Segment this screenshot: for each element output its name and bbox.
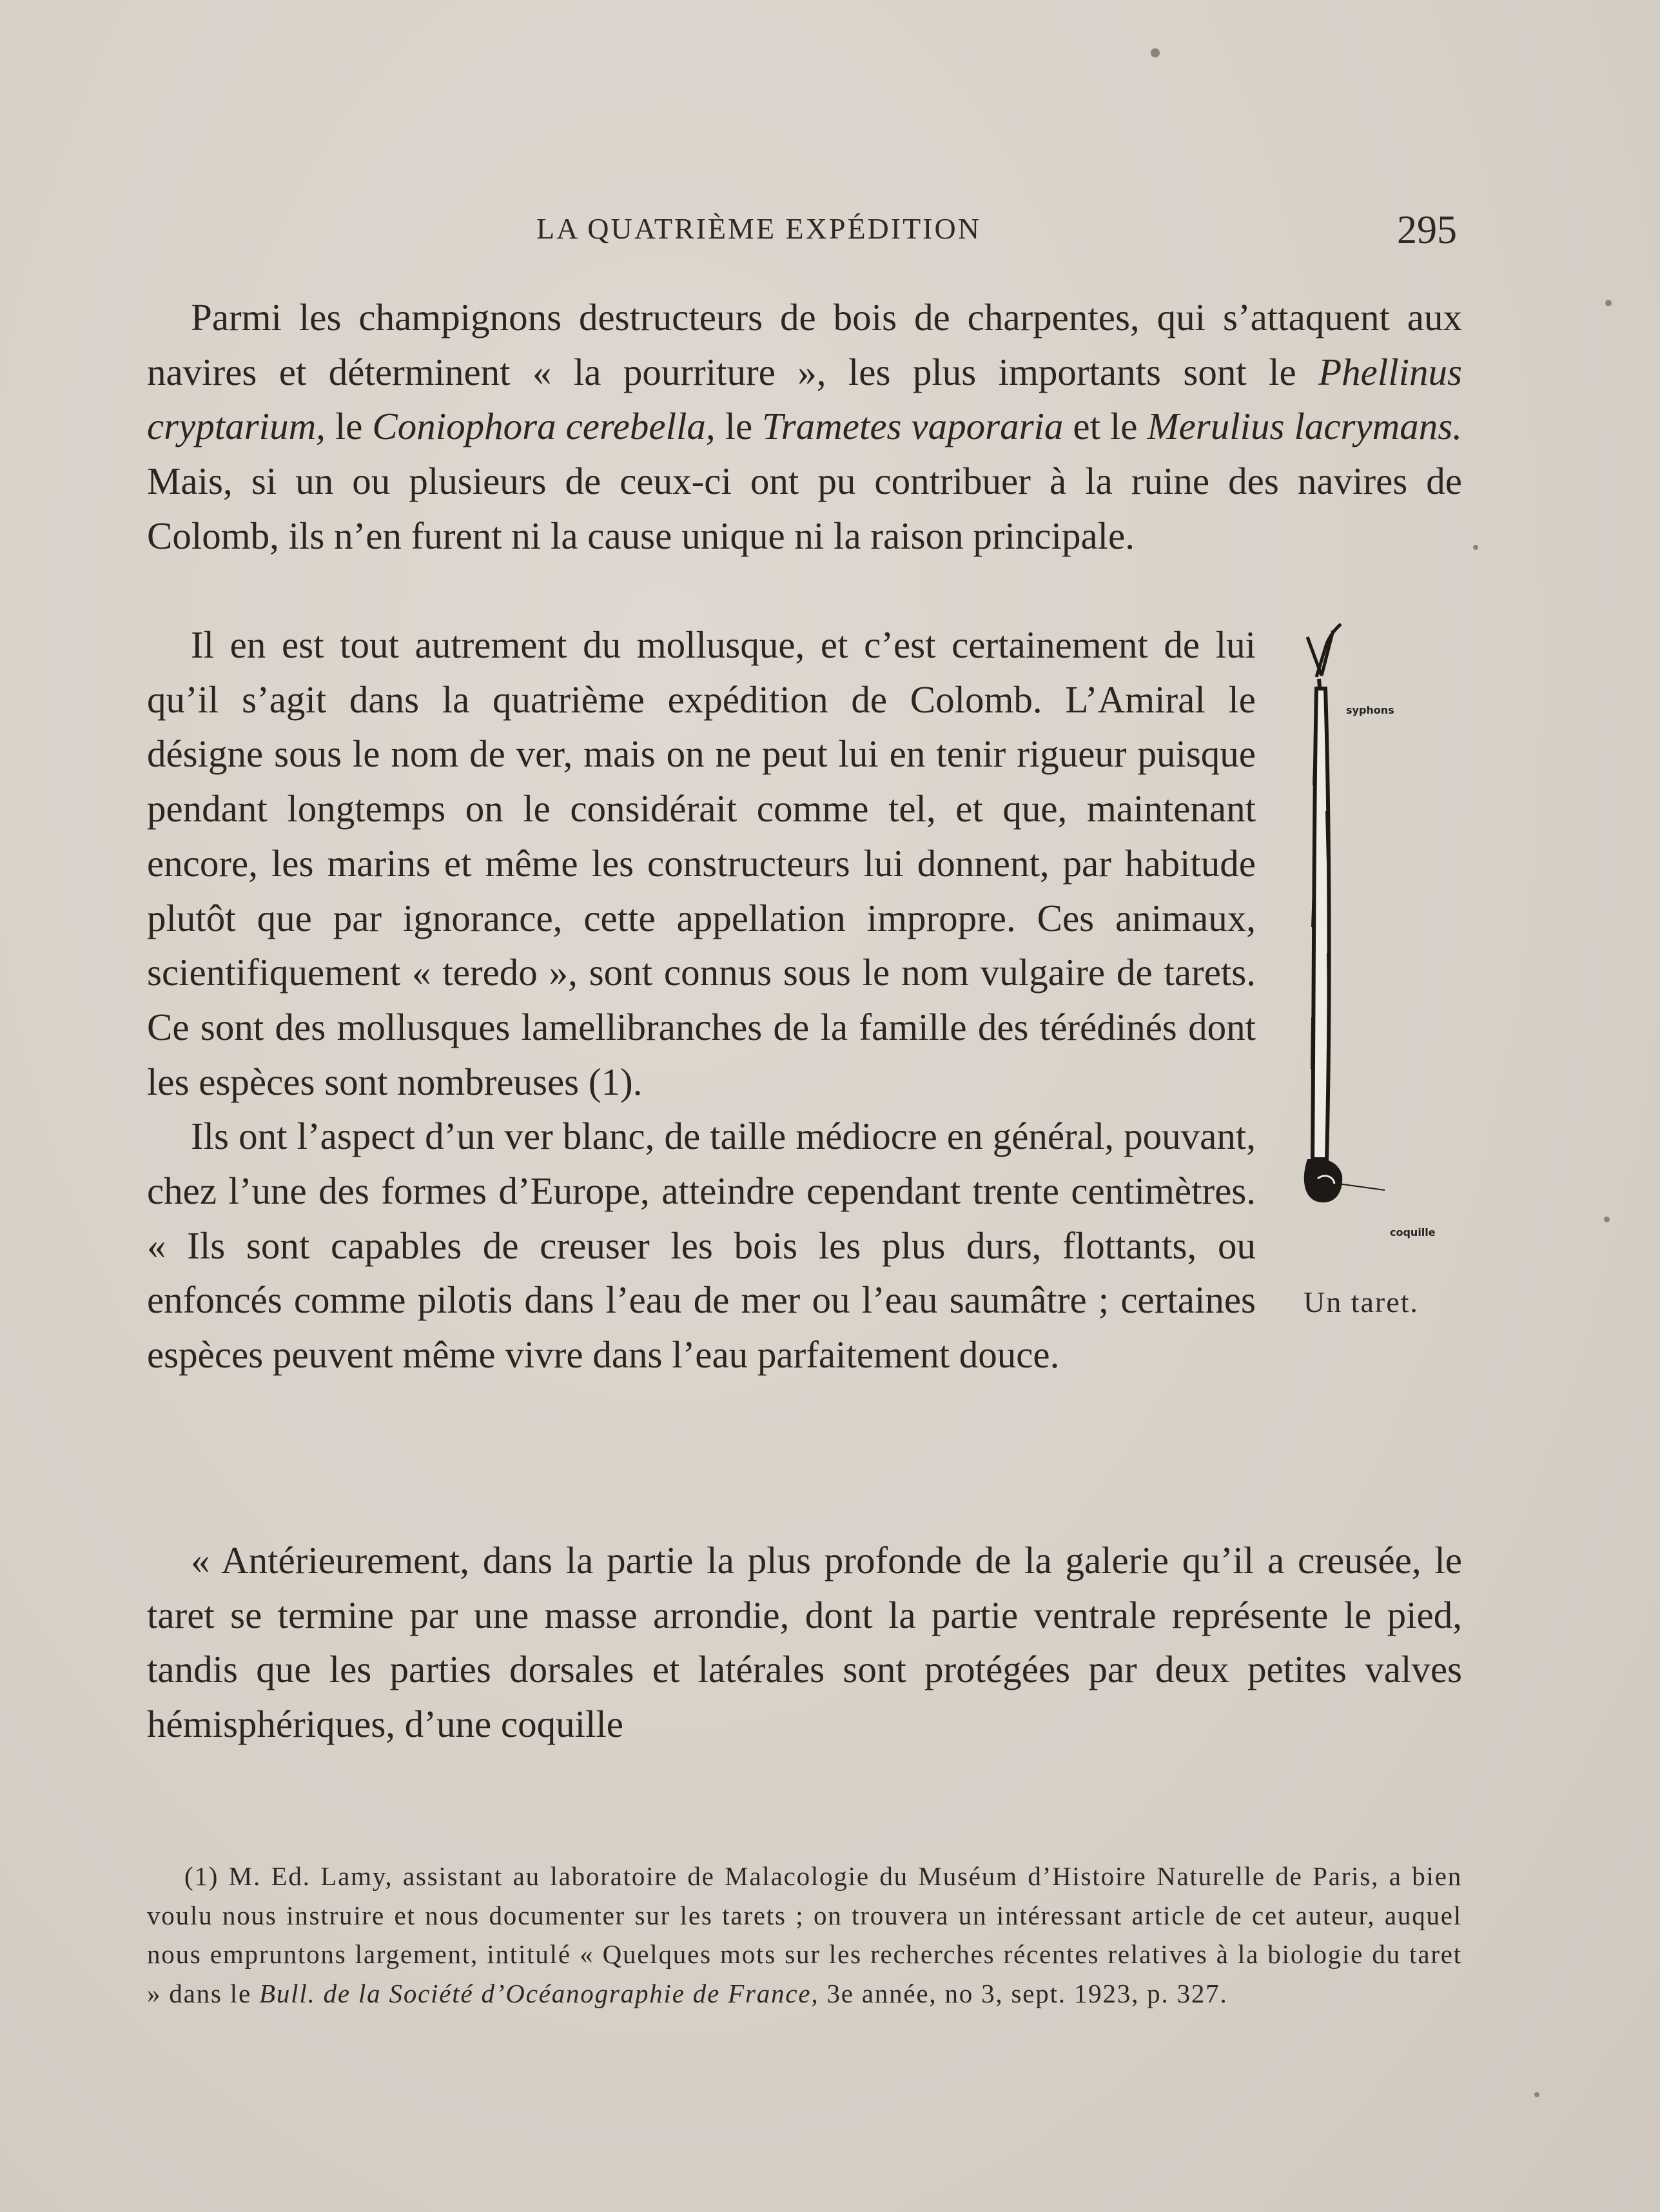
paper-speck [1151,48,1160,57]
p1-text-5: Mais, si un ou plusieurs de ceux-ci ont pu contribuer à la ruine des navires de Colomb, ils n’en furent ni la cause unique ni la raison principale. [147,460,1462,557]
label-coquille: coquille [1390,1226,1436,1238]
page-number: 295 [1397,208,1457,252]
p1-species-3: Trametes vaporaria [762,405,1064,448]
footnote [147,1857,1462,2013]
paragraph-2: Il en est tout autrement du mollusque, et c’est certainement de lui qu’il s’agit dans la quatrième expédition de Colomb. L’Amiral le désigne sous le nom de ver, mais on ne peut lui en tenir rigueur puisque pendant longtemps on le considérait comme tel, et que, maintenant encore, les marins et même les constructeurs lui donnent, par habitude plutôt que par ignorance, cette appellation impropre. Ces animaux, scientifiquement « teredo », sont connus sous le nom vulgaire de tarets. Ce sont des mollusques lamellibranches de la famille des térédinés dont les espèces sont nombreuses (1). [147,623,1256,1103]
paragraph-3: Ils ont l’aspect d’un ver blanc, de taille médiocre en général, pouvant, chez l’une des formes d’Europe, atteindre cependant trente centimètres. « Ils sont capables de creuser les bois les plus durs, flottants, ou enfoncés comme pilotis dans l’eau de mer ou l’eau saumâtre ; certaines espèces peuvent même vivre dans l’eau parfaitement douce. [147,1115,1256,1376]
p1-species-1: Phellinus cryptarium, [147,350,1462,448]
taret-figure [1288,618,1462,1327]
paper-speck [1473,545,1478,550]
footnote-journal: Bull. de la Société d’Océanographie de France, [259,1978,819,2008]
p1-species-4: Merulius lacrymans. [1147,405,1462,448]
paper-speck [1605,300,1612,306]
p1-text-1: Parmi les champignons destructeurs de bois de charpentes, qui s’attaquent aux navires et déterminent « la pourriture », les plus importants sont le [147,296,1462,393]
paper-speck [1604,1217,1610,1222]
footnote-text-2: 3e année, no 3, sept. 1923, p. 327. [819,1978,1228,2008]
p1-text-4: et le [1063,405,1147,448]
footnote-text-1: (1) M. Ed. Lamy, assistant au laboratoire de Malacologie du Muséum d’Histoire Naturelle de Paris, a bien voulu nous instruire et nous documenter sur les tarets ; on trouvera un intéressant article de cet auteur, auquel nous empruntons largement, intitulé « Quelques mots sur les recherches récentes relatives à la biologie du taret » dans le [147,1861,1462,2008]
paragraph-1 [147,290,1462,563]
paragraph-4: « Antérieurement, dans la partie la plus profonde de la galerie qu’il a creusée, le taret se termine par une masse arrondie, dont la partie ventrale représente le pied, tandis que les parties dorsales et latérales sont protégées par deux petites valves hémisphériques, d’une coquille [147,1539,1462,1746]
running-title: LA QUATRIÈME EXPÉDITION [536,212,981,245]
p1-species-2: Coniophora cerebella, [372,405,716,448]
p1-text-2: le [325,405,373,448]
paper-speck [1534,2092,1539,2097]
text-with-figure [147,618,1462,1382]
figure-caption: Un taret. [1304,1286,1419,1318]
label-syphons: syphons [1346,704,1394,716]
running-header [147,208,1457,257]
p1-text-3: le [715,405,763,448]
